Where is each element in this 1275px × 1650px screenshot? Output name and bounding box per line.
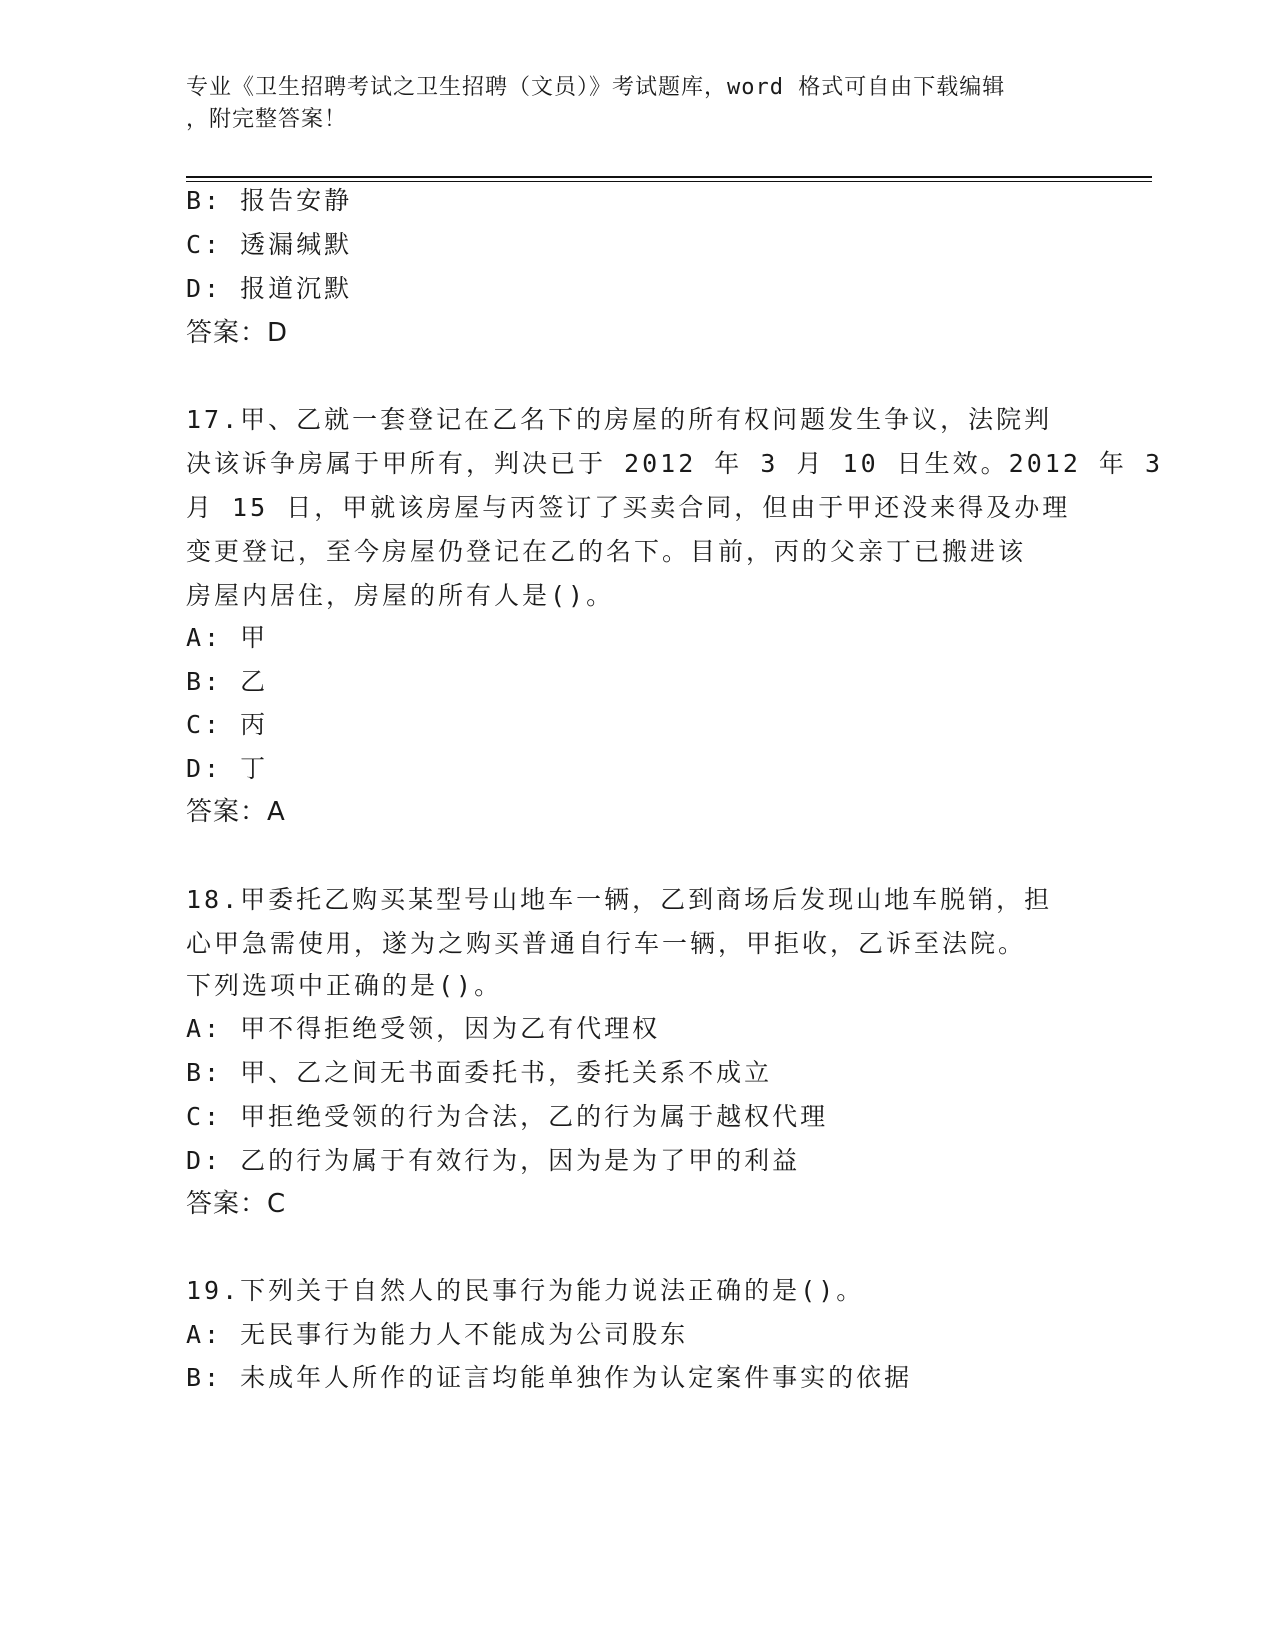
header-line-2: ，附完整答案！ [186,107,348,132]
q18-answer: 答案：C [186,1189,287,1219]
q17-answer: 答案：A [186,797,286,827]
q17-text-line-4: 变更登记，至今房屋仍登记在乙的名下。目前，丙的父亲丁已搬进该 [186,537,1027,566]
q16-option-d: D: 报道沉默 [186,274,353,303]
header-line-1: 专业《卫生招聘考试之卫生招聘（文员）》考试题库，word 格式可自由下载编辑 [186,75,1006,100]
q17-option-d: D: 丁 [186,754,269,783]
q19-option-a: A: 无民事行为能力人不能成为公司股东 [186,1320,689,1349]
q19-text-line-1: 19.下列关于自然人的民事行为能力说法正确的是()。 [186,1276,865,1305]
q17-text-line-1: 17.甲、乙就一套登记在乙名下的房屋的所有权问题发生争议，法院判 [186,405,1053,434]
q16-option-b: B: 报告安静 [186,186,353,215]
q17-text-line-5: 房屋内居住，房屋的所有人是()。 [186,581,615,610]
q16-answer: 答案：D [186,318,289,348]
document-header [186,72,1066,136]
q17-text-line-2: 决该诉争房属于甲所有，判决已于 2012 年 3 月 10 日生效。2012 年 3 [186,449,1164,478]
q18-option-c: C: 甲拒绝受领的行为合法，乙的行为属于越权代理 [186,1102,829,1131]
q17-option-c: C: 丙 [186,710,269,739]
q17-option-a: A: 甲 [186,623,269,652]
q17-option-b: B: 乙 [186,667,269,696]
q19-option-b: B: 未成年人所作的证言均能单独作为认定案件事实的依据 [186,1363,913,1392]
header-rule-thin [186,181,1152,182]
q18-text-line-1: 18.甲委托乙购买某型号山地车一辆，乙到商场后发现山地车脱销，担 [186,885,1053,914]
header-rule-thick [186,176,1152,178]
q18-option-a: A: 甲不得拒绝受领，因为乙有代理权 [186,1014,661,1043]
q18-text-line-3: 下列选项中正确的是()。 [186,971,503,1000]
q17-text-line-3: 月 15 日，甲就该房屋与丙签订了买卖合同，但由于甲还没来得及办理 [186,493,1071,522]
q16-option-c: C: 透漏缄默 [186,230,353,259]
q18-option-d: D: 乙的行为属于有效行为，因为是为了甲的利益 [186,1146,801,1175]
q18-option-b: B: 甲、乙之间无书面委托书，委托关系不成立 [186,1058,773,1087]
q18-text-line-2: 心甲急需使用，遂为之购买普通自行车一辆，甲拒收，乙诉至法院。 [186,929,1027,958]
